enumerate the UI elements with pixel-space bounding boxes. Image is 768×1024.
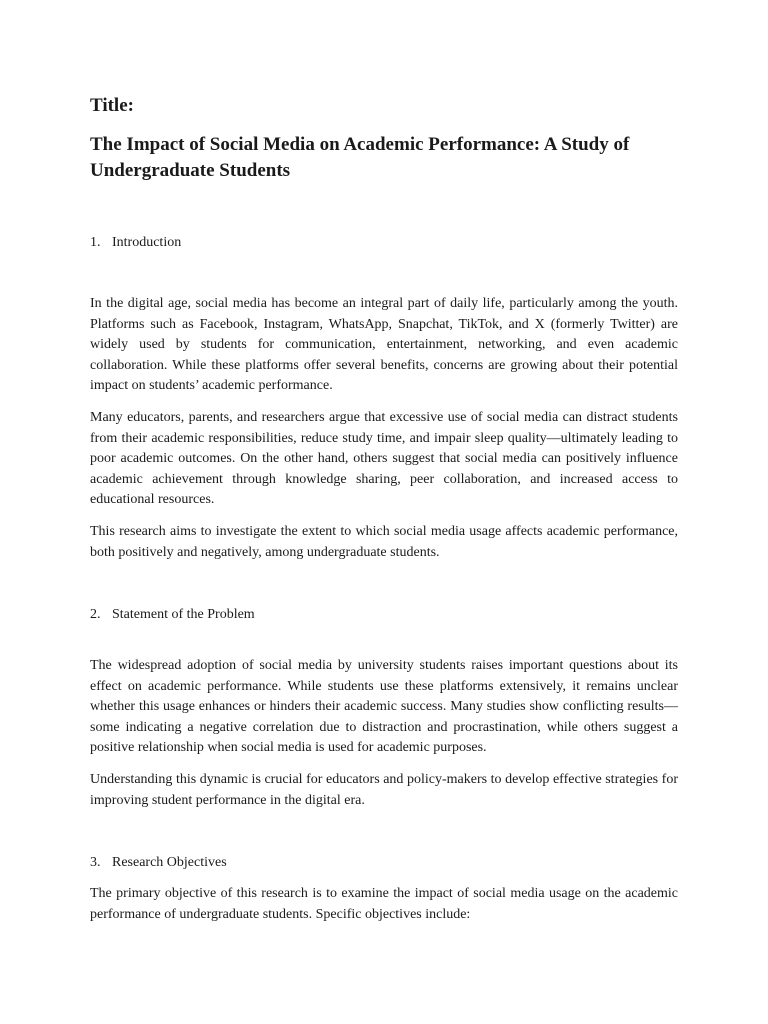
section-number: 2. xyxy=(90,607,101,622)
section-heading-introduction xyxy=(90,234,181,252)
paragraph: Understanding this dynamic is crucial for educators and policy-makers to develop effective strategies for improving student performance in the digital era. xyxy=(90,772,678,808)
paragraph: The widespread adoption of social media by university students raises important questions about its effect on academic performance. While students use these platforms extensively, it remains unclear whether this usage enhances or hinders their academic success. Many studies show conflicting results—some indicating a negative correlation due to distraction and procrastination, while others suggest a positive relationship when social media is used for academic purposes. xyxy=(90,658,678,756)
paragraph: Many educators, parents, and researchers argue that excessive use of social media can distract students from their academic responsibilities, reduce study time, and impair sleep quality—ultimately leading to poor academic outcomes. On the other hand, others suggest that social media can positively influence academic achievement through knowledge sharing, peer collaboration, and increased access to educational resources. xyxy=(90,410,678,508)
paragraph: This research aims to investigate the extent to which social media usage affects academic performance, both positively and negatively, among undergraduate students. xyxy=(90,524,678,560)
section-heading-research-objectives xyxy=(90,854,227,872)
title-label: Title: xyxy=(90,95,134,116)
paragraph: The primary objective of this research is to examine the impact of social media usage on the academic performance of undergraduate students. Specific objectives include: xyxy=(90,886,678,922)
section-title: Introduction xyxy=(112,235,182,250)
section-number: 1. xyxy=(90,235,101,250)
page-title: The Impact of Social Media on Academic Performance: A Study of Undergraduate Students xyxy=(90,134,630,181)
section-heading-statement-of-problem xyxy=(90,606,255,624)
paragraph: In the digital age, social media has become an integral part of daily life, particularly among the youth. Platforms such as Facebook, Instagram, WhatsApp, Snapchat, TikTok, and X (formerly Twitter) are widely used by students for communication, entertainment, networking, and even academic collaboration. While these platforms offer several benefits, concerns are growing about their potential impact on students’ academic performance. xyxy=(90,296,678,394)
section-title: Research Objectives xyxy=(112,855,227,870)
section-title: Statement of the Problem xyxy=(112,607,255,622)
section-number: 3. xyxy=(90,855,101,870)
